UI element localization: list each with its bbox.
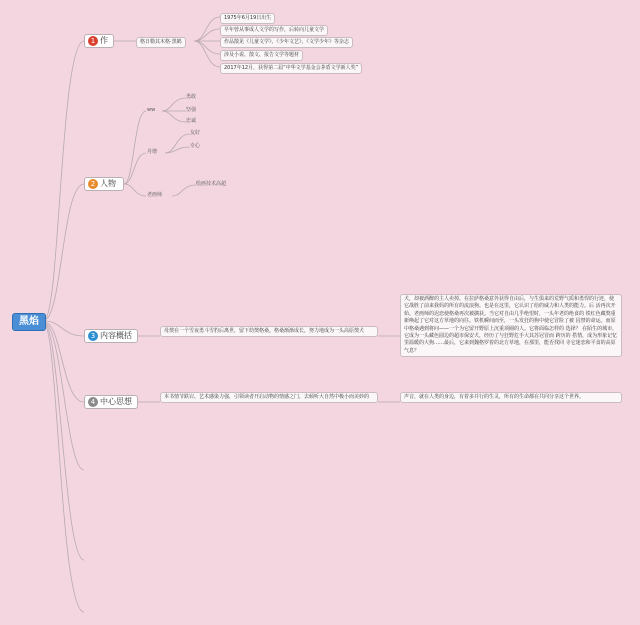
author-item-5[interactable]: 2017年12月，获得第二届“中华文学基金会茅盾文学新人奖” [220,63,362,74]
branch-summary[interactable] [84,329,138,343]
connector-dz-1 [165,134,190,153]
author-name-node[interactable]: 格日勒其木格·黑鹤 [136,37,186,48]
trait-dz-2[interactable]: 专心 [190,143,201,149]
branch-characters-label: 人物 [100,179,116,188]
root-node[interactable]: 黑焰 [12,313,46,331]
trait-ww-1[interactable]: 勇敢 [186,94,197,100]
connector-ww-1 [162,98,186,111]
connector-painter-1 [172,185,196,196]
author-item-4[interactable]: 涉及小说、散文、报告文学等题材 [220,50,303,61]
summary-detail-node[interactable]: 犬，却被酒醉的主人卖掉。在拉萨格桑意外获得自由后，与生俱来的荒野气质和勇悍的行迹，使它战胜了前来我妈的所有的流浪狗。也是在这里，它认识了给的威力和人类的能力。后 活再次开始。老画师的迟恋使格桑再次被擒获。当它对自由几乎绝望时，一头年老的绝食的 铁红色藏獒重新唤起了它对这方草地的向往。铁机瞬间而至，一头发狂的狗中使它冒险了被 囚禁的命运。而原中格桑遇到将问——一个为它留开野原上沉重项圈的人。它将面临怎样的 选择？ 在陌生的城市，它成为一头藏色圆边的超市保安犬，经历了与狂野危手大其苏冠冒而 跨历的 搭情，成为形象记忆里温暖的大狗……最后，它来到魏格罗着的北方草地，在那里，能否找回 寺它迷恋和平食的高原气息？ [400,294,622,357]
branch-central-idea[interactable] [84,395,138,409]
badge-2: 2 [88,179,98,189]
author-item-2[interactable]: 早年曾从事成人文学的写作，后转向儿童文学 [220,25,328,36]
branch-author-label: 作 [100,36,108,45]
branch-author[interactable] [84,34,114,48]
summary-text-node[interactable]: 母獒在一个雪夜勇斗雪豹后离世，留下幼獒格桑。格桑渐渐成长，努力地成为一头高原獒犬 [160,326,378,337]
connector-root-empty-2 [44,323,84,560]
badge-3: 3 [88,331,98,341]
central-idea-detail-node[interactable]: 声音，就在人类的身边，有着多并行的生灵，所有的生命都在共同分享这个世界。 [400,392,622,403]
connector-b2-ww [124,111,146,184]
trait-dz-1[interactable]: 友好 [190,130,201,136]
trait-painter-1[interactable]: 绘画技术高超 [196,181,227,187]
character-old-painter[interactable]: 老画师 [147,192,163,198]
author-item-1[interactable]: 1975年6月19日出生 [220,13,275,24]
branch-central-idea-label: 中心思想 [100,397,132,406]
branch-summary-label: 内容概括 [100,331,132,340]
connector-ww-3 [162,111,186,122]
author-item-3[interactable]: 作品散见《儿童文学》、《少年文艺》、《文学少年》等杂志 [220,37,353,48]
badge-1: 1 [88,36,98,46]
trait-ww-3[interactable]: 忠诚 [186,118,197,124]
branch-characters[interactable] [84,177,124,191]
connector-root-branch-2 [44,184,84,320]
trait-ww-2[interactable]: 坚强 [186,107,197,113]
central-idea-text-node[interactable]: 本书情节跌宕、艺术感染力强，引领读者开启动物的情感之门，去倾听大自然中极小而美妙的 [160,392,378,403]
character-ww[interactable]: ww [147,107,156,113]
badge-4: 4 [88,397,98,407]
connector-b2-painter [124,184,146,196]
connector-b2-danzeng [124,153,146,184]
connector-b1-item-4 [194,41,220,54]
connector-root-branch-1 [44,41,84,320]
character-danzeng[interactable]: 丹增 [147,149,158,155]
connector-b1-item-2 [194,29,220,41]
